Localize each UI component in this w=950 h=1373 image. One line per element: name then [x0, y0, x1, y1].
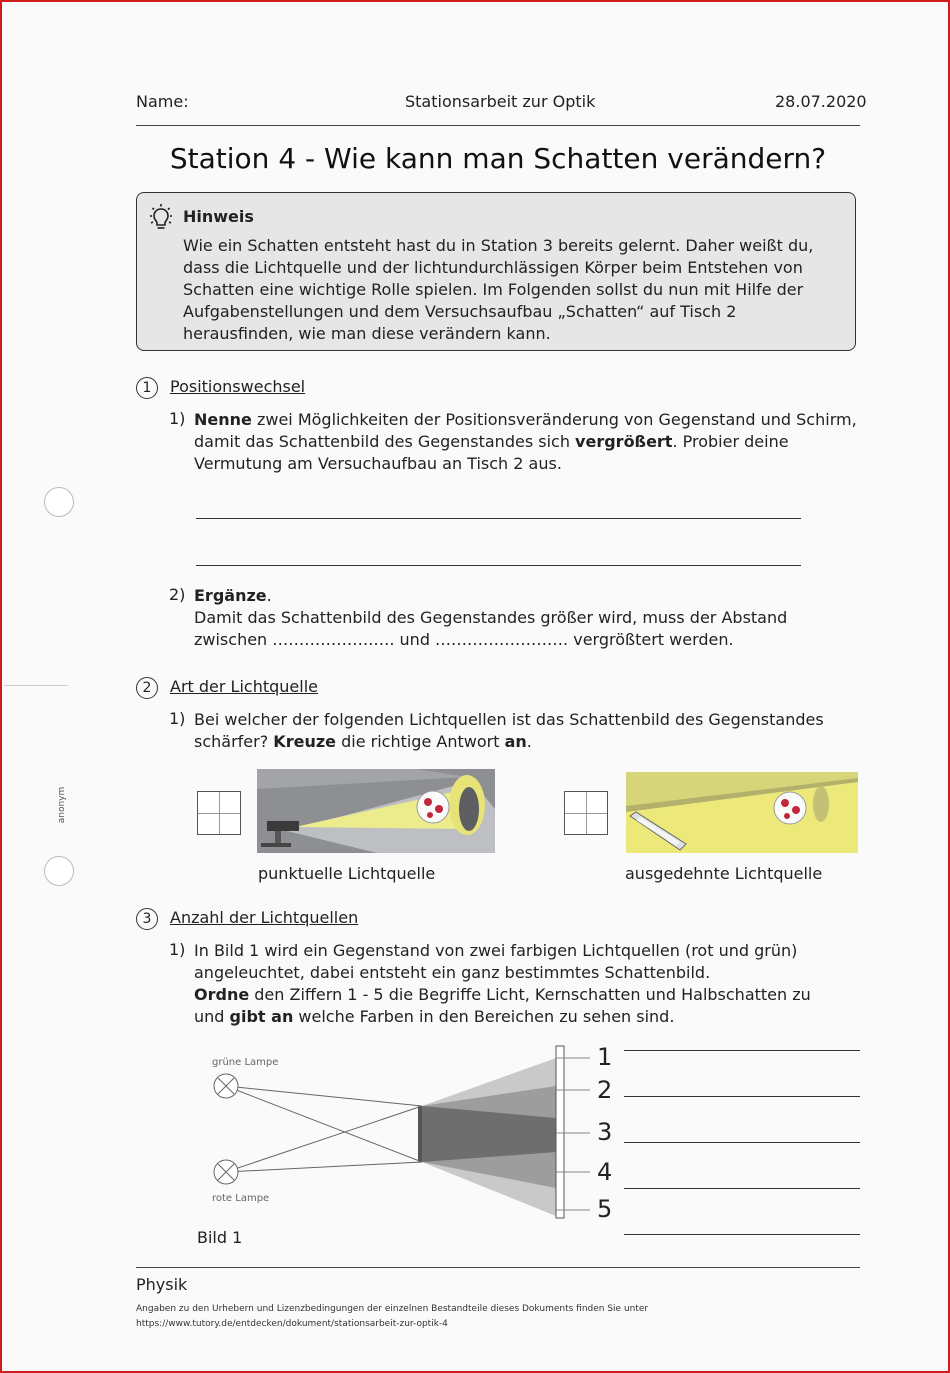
question-number: 1)	[169, 709, 186, 728]
option-checkbox-point[interactable]	[197, 791, 241, 835]
credit-url[interactable]: https://www.tutory.de/entdecken/dokument/stationsarbeit-zur-optik-4	[136, 1319, 448, 1329]
hint-title: Hinweis	[183, 207, 254, 226]
red-lamp-label: rote Lampe	[212, 1193, 270, 1204]
point-light-photo	[257, 769, 495, 853]
page-title: Station 4 - Wie kann man Schatten verändern?	[169, 142, 827, 175]
question-number: 1)	[169, 409, 186, 428]
date: 28.07.2020	[775, 92, 867, 111]
question-number: 2)	[169, 585, 186, 604]
worksheet-title: Stationsarbeit zur Optik	[405, 92, 596, 111]
name-label: Name:	[136, 92, 189, 111]
hint-box	[136, 192, 856, 351]
option-label: punktuelle Lichtquelle	[258, 864, 436, 883]
answer-line[interactable]	[624, 1142, 860, 1143]
subject: Physik	[136, 1275, 188, 1294]
region-number: 3	[597, 1118, 613, 1146]
punch-hole	[44, 487, 74, 517]
option-label: ausgedehnte Lichtquelle	[625, 864, 823, 883]
fold-mark	[4, 685, 68, 686]
question-text: Ergänze. Damit das Schattenbild des Gegenstandes größer wird, muss der Abstand zwischen ……………….…. und ……………………. vergrößtert werden.	[194, 586, 788, 649]
answer-line[interactable]	[624, 1188, 860, 1189]
footer-rule	[136, 1267, 860, 1268]
section-number: 3	[136, 908, 158, 930]
side-label: anonym	[57, 786, 67, 824]
section-title: Positionswechsel	[170, 377, 306, 396]
question-text: In Bild 1 wird ein Gegenstand von zwei farbigen Lichtquellen (rot und grün) angeleuchtet, dabei entsteht ein ganz bestimmtes Schattenbild. Ordne den Ziffern 1 - 5 die Begriffe Licht, Kernschatten und Halbschatten zu und gibt an welche Farben in den Bereichen zu sehen sind.	[194, 941, 811, 1026]
green-lamp-label: grüne Lampe	[212, 1057, 279, 1068]
shadow-diagram	[196, 1040, 596, 1230]
answer-line[interactable]	[624, 1234, 860, 1235]
lightbulb-icon	[147, 203, 175, 233]
section-number: 1	[136, 377, 158, 399]
section-number: 2	[136, 677, 158, 699]
region-number: 5	[597, 1195, 613, 1223]
punch-hole	[44, 856, 74, 886]
section-title: Art der Lichtquelle	[170, 677, 318, 696]
credit-text: Angaben zu den Urhebern und Lizenzbedingungen der einzelnen Bestandteile dieses Dokuments finden Sie unter	[136, 1304, 649, 1314]
region-number: 4	[597, 1158, 613, 1186]
answer-line[interactable]	[196, 518, 801, 519]
region-number: 1	[597, 1043, 613, 1071]
answer-line[interactable]	[196, 565, 801, 566]
header-rule	[136, 125, 860, 126]
figure-caption: Bild 1	[197, 1228, 243, 1247]
extended-light-photo	[626, 772, 858, 853]
answer-line[interactable]	[624, 1050, 860, 1051]
region-number: 2	[597, 1076, 613, 1104]
option-checkbox-extended[interactable]	[564, 791, 608, 835]
question-text: Bei welcher der folgenden Lichtquellen ist das Schattenbild des Gegenstandes schärfer? Kreuze die richtige Antwort an.	[194, 710, 824, 751]
question-number: 1)	[169, 940, 186, 959]
hint-text: Wie ein Schatten entsteht hast du in Station 3 bereits gelernt. Daher weißt du, dass die Lichtquelle und der lichtundurchlässigen Körper beim Entstehen von Schatten eine wichtige Rolle spielen. Im Folgenden sollst du nun mit Hilfe der Aufgabenstellungen und dem Versuchsaufbau „Schatten“ auf Tisch 2 herausfinden, wie man diese verändern kann.	[183, 236, 814, 343]
question-text: Nenne zwei Möglichkeiten der Positionsveränderung von Gegenstand und Schirm, damit das Schattenbild des Gegenstandes sich vergrößert. Probier deine Vermutung am Versuchaufbau an Tisch 2 aus.	[194, 410, 857, 473]
answer-line[interactable]	[624, 1096, 860, 1097]
section-title: Anzahl der Lichtquellen	[170, 908, 359, 927]
